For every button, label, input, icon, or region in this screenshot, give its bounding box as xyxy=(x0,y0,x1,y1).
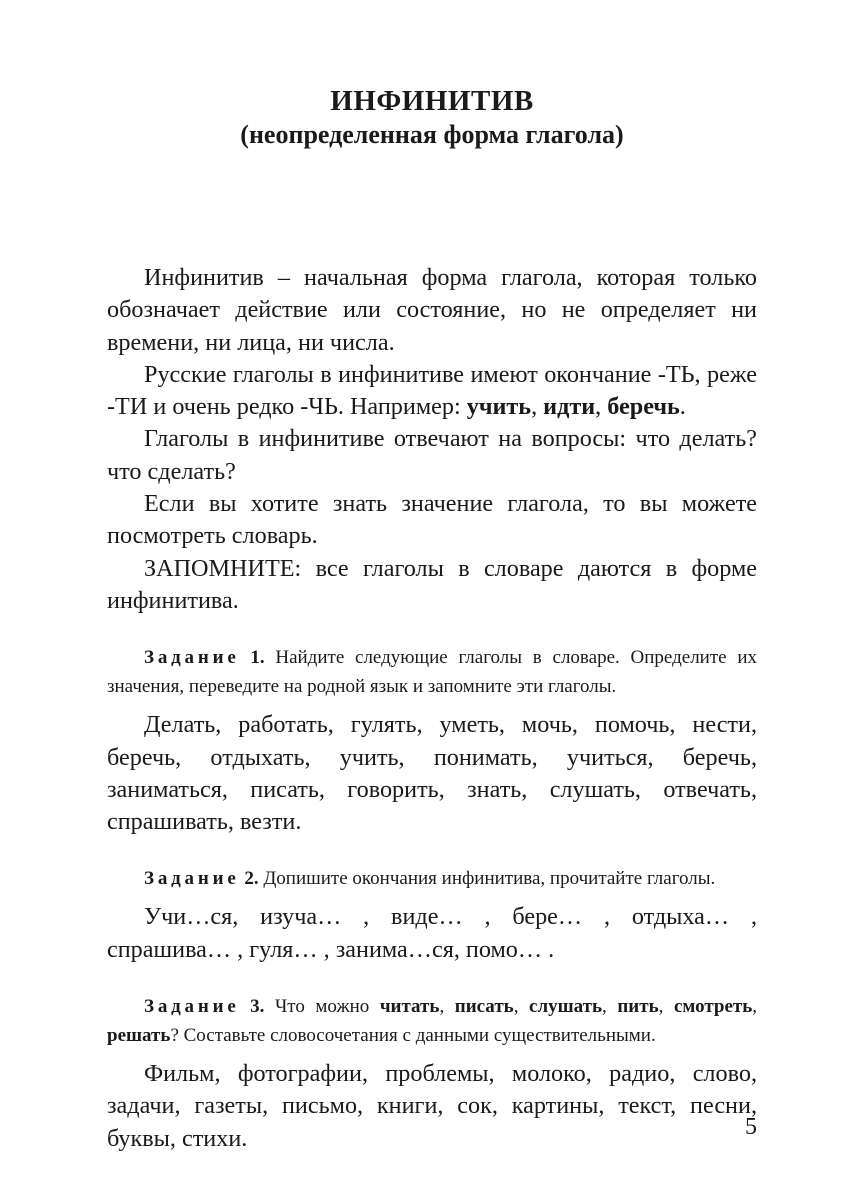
paragraph-questions: Глаголы в инфинитиве отвечают на вопросы: что делать? что сделать? xyxy=(107,425,757,485)
task-verb: смотреть xyxy=(673,996,753,1018)
task-label: Задание xyxy=(144,647,240,669)
task-verb: читать xyxy=(379,996,440,1018)
task-2-words: Учи…ся, изуча… , виде… , бере… , отдыха… , спрашива… , гуля… , занима…ся, помо… . xyxy=(107,903,757,963)
task-text: Найдите следующие глаголы в словаре. Определите их значения, переведите на родной язык и запомните эти глаголы. xyxy=(107,647,758,698)
book-page xyxy=(107,0,757,1182)
task-number: 2. xyxy=(244,868,259,890)
task-3-words: Фильм, фотографии, проблемы, молоко, радио, слово, задачи, газеты, письмо, книги, сок, картины, текст, песни, буквы, стихи. xyxy=(107,1060,757,1152)
example-verb: учить xyxy=(466,393,532,421)
task-verb: писать xyxy=(454,996,514,1018)
task-number: 1. xyxy=(250,647,265,669)
title-main: ИНФИНИТИВ xyxy=(330,85,534,117)
paragraph-endings: Русские глаголы в инфинитиве имеют окончание -ТЬ, реже -ТИ и очень редко -ЧЬ. Например: учить, идти, беречь. xyxy=(107,360,757,421)
task-text: Допишите окончания инфинитива, прочитайте глаголы. xyxy=(258,868,716,890)
task-verb: слушать xyxy=(529,996,603,1018)
task-verb: пить xyxy=(617,996,659,1018)
title-subtitle: (неопределенная форма глагола) xyxy=(240,120,624,149)
example-verb: беречь xyxy=(607,393,680,421)
chapter-title xyxy=(107,84,757,152)
task-3-instruction: Задание 3. Что можно читать, писать, слушать, пить, смотреть, решать? Составьте словосочетания с данными существительными. xyxy=(107,996,758,1047)
task-2-instruction xyxy=(107,864,757,893)
endings-text: Русские глаголы в инфинитиве имеют окончание -ТЬ, реже -ТИ и очень редко -ЧЬ. Например: xyxy=(107,360,757,421)
paragraph-remember: ЗАПОМНИТЕ: все глаголы в словаре даются в форме инфинитива. xyxy=(107,554,757,614)
example-verb: идти xyxy=(543,393,596,421)
task-1-instruction xyxy=(107,643,757,701)
paragraph-dictionary: Если вы хотите знать значение глагола, то вы можете посмотреть словарь. xyxy=(107,490,757,550)
task-verb: решать xyxy=(107,1025,171,1047)
task-1-words: Делать, работать, гулять, уметь, мочь, помочь, нести, беречь, отдыхать, учить, понимать, учиться, беречь, заниматься, писать, говорить, знать, слушать, отвечать, спрашивать, везти. xyxy=(107,711,757,836)
task-label: Задание xyxy=(144,868,240,890)
task-text: Что можно xyxy=(264,996,380,1018)
task-label: Задание xyxy=(144,996,240,1018)
paragraph-definition: Инфинитив – начальная форма глагола, которая только обозначает действие или состояние, но не определяет ни времени, ни лица, ни числа. xyxy=(107,264,757,356)
chapter-body xyxy=(107,262,757,1155)
task-text: ? Составьте словосочетания с данными существительными. xyxy=(170,1025,656,1047)
page-number: 5 xyxy=(745,1114,757,1140)
task-number: 3. xyxy=(250,996,265,1018)
